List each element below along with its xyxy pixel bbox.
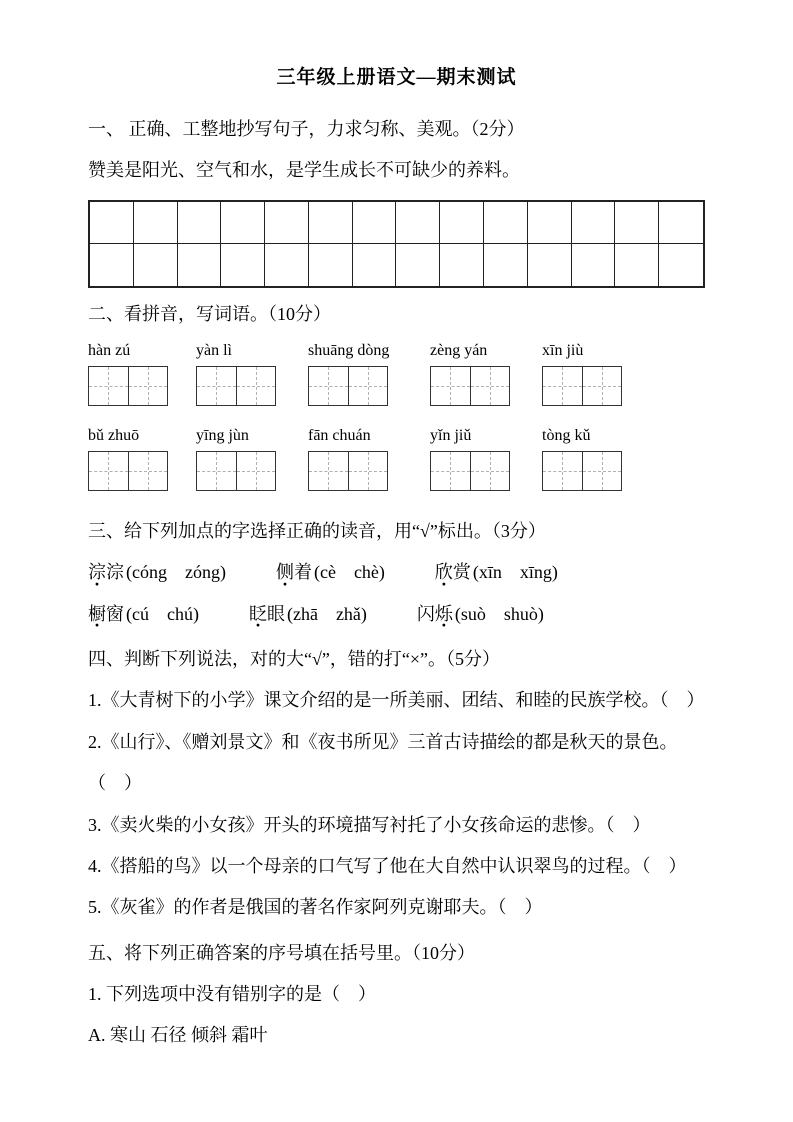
pinyin-label: yàn lì [196, 342, 232, 360]
pinyin-word-group [196, 426, 276, 491]
pinyin-row-1 [88, 341, 705, 406]
copy-grid-cell[interactable] [134, 244, 178, 286]
pronunciation-item[interactable] [276, 552, 385, 593]
pinyin-label: shuāng dòng [308, 342, 390, 360]
copy-grid-cell[interactable] [178, 244, 222, 286]
pinyin-word-group [542, 426, 622, 491]
choice-option-a[interactable]: A. 寒山 石径 倾斜 霜叶 [88, 1025, 268, 1046]
copy-grid-cell[interactable] [615, 202, 659, 244]
pronunciation-line-2 [88, 594, 705, 635]
word-text: 闪 [416, 603, 435, 624]
pinyin-label: zèng yán [430, 342, 488, 360]
pinyin-label: yīng jùn [196, 426, 249, 444]
tianzige-box[interactable] [308, 366, 388, 406]
pronunciation-item[interactable] [417, 594, 544, 635]
tianzige-cell[interactable] [431, 367, 471, 405]
pinyin-label: fān chuán [308, 426, 371, 444]
copy-grid-cell[interactable] [615, 244, 659, 286]
tianzige-cell[interactable] [471, 367, 510, 405]
pinyin-options[interactable]: (suò shuò) [454, 603, 544, 624]
tianzige-cell[interactable] [543, 367, 583, 405]
tianzige-cell[interactable] [471, 452, 510, 490]
tianzige-box[interactable] [308, 451, 388, 491]
section2-heading: 二、看拼音，写词语。（10分） [88, 303, 331, 324]
pinyin-row-2 [88, 426, 705, 491]
judge-item[interactable]: 5.《灰雀》的作者是俄国的著名作家阿列克谢耶夫。（ ） [88, 897, 543, 918]
copy-grid-cell[interactable] [528, 202, 572, 244]
tianzige-cell[interactable] [89, 452, 129, 490]
copy-grid-cell[interactable] [265, 202, 309, 244]
word-text: 着 [293, 562, 312, 583]
pinyin-word-group [88, 426, 168, 491]
pinyin-options[interactable]: (cóng zóng) [126, 562, 226, 583]
tianzige-box[interactable] [430, 451, 510, 491]
tianzige-cell[interactable] [129, 452, 168, 490]
tianzige-cell[interactable] [237, 452, 276, 490]
pronunciation-item[interactable] [88, 594, 199, 635]
dotted-char: 烁 [434, 603, 453, 624]
copy-grid-cell[interactable] [353, 244, 397, 286]
section4-heading: 四、判断下列说法，对的大“√”，错的打“×”。（5分） [88, 648, 500, 669]
pinyin-label: bǔ zhuō [88, 426, 140, 444]
copy-writing-grid[interactable] [88, 200, 705, 288]
dotted-char: 欣 [434, 562, 453, 583]
copy-grid-cell[interactable] [309, 202, 353, 244]
copy-grid-cell[interactable] [484, 202, 528, 244]
pinyin-options[interactable]: (cè chè) [313, 562, 385, 583]
copy-grid-cell[interactable] [309, 244, 353, 286]
copy-grid-cell[interactable] [659, 244, 703, 286]
pinyin-label: tòng kǔ [542, 426, 591, 444]
tianzige-box[interactable] [196, 451, 276, 491]
copy-grid-cell[interactable] [221, 202, 265, 244]
copy-grid-cell[interactable] [572, 244, 616, 286]
section-pinyin-words [88, 294, 705, 491]
pinyin-word-group [196, 341, 276, 406]
tianzige-cell[interactable] [89, 367, 129, 405]
judge-item[interactable]: 4.《搭船的鸟》以一个母亲的口气写了他在大自然中认识翠鸟的过程。（ ） [88, 855, 687, 876]
tianzige-cell[interactable] [583, 452, 622, 490]
tianzige-box[interactable] [196, 366, 276, 406]
copy-grid-cell[interactable] [440, 202, 484, 244]
section3-heading: 三、给下列加点的字选择正确的读音，用“√”标出。（3分） [88, 520, 546, 541]
pinyin-options[interactable]: (xīn xīng) [472, 562, 558, 583]
pinyin-options[interactable]: (cú chú) [126, 603, 199, 624]
copy-grid-cell[interactable] [353, 202, 397, 244]
judge-item[interactable]: 1.《大青树下的小学》课文介绍的是一所美丽、团结、和睦的民族学校。（ ） [88, 690, 705, 711]
choice-question-1[interactable]: 1. 下列选项中没有错别字的是（ ） [88, 984, 376, 1005]
copy-grid-cell[interactable] [265, 244, 309, 286]
section-pronunciation [88, 511, 705, 635]
tianzige-cell[interactable] [349, 367, 388, 405]
pronunciation-item[interactable] [88, 552, 226, 593]
tianzige-box[interactable] [430, 366, 510, 406]
tianzige-cell[interactable] [543, 452, 583, 490]
copy-grid-cell[interactable] [572, 202, 616, 244]
word-text: 眼 [266, 603, 285, 624]
pronunciation-item[interactable] [249, 594, 367, 635]
pinyin-word-group [542, 341, 622, 406]
pinyin-word-group [88, 341, 168, 406]
tianzige-cell[interactable] [583, 367, 622, 405]
tianzige-cell[interactable] [197, 452, 237, 490]
pronunciation-line-1 [88, 552, 705, 593]
copy-grid-cell[interactable] [440, 244, 484, 286]
copy-grid-cell[interactable] [90, 202, 134, 244]
dotted-char: 淙 [88, 562, 106, 583]
tianzige-cell[interactable] [309, 367, 349, 405]
section-multiple-choice [88, 933, 705, 1057]
pinyin-word-group [430, 426, 510, 491]
pinyin-label: xīn jiù [542, 342, 584, 360]
copy-grid-cell[interactable] [134, 202, 178, 244]
tianzige-cell[interactable] [197, 367, 237, 405]
tianzige-box[interactable] [542, 366, 622, 406]
pronunciation-item[interactable] [435, 552, 558, 593]
tianzige-cell[interactable] [129, 367, 168, 405]
section-true-false [88, 639, 705, 929]
tianzige-box[interactable] [88, 366, 168, 406]
copy-grid-cell[interactable] [659, 202, 703, 244]
tianzige-cell[interactable] [349, 452, 388, 490]
section1-sentence: 赞美是阳光、空气和水，是学生成长不可缺少的养料。 [88, 160, 520, 181]
section5-heading: 五、将下列正确答案的序号填在括号里。（10分） [88, 942, 475, 963]
judge-item[interactable]: 3.《卖火柴的小女孩》开头的环境描写衬托了小女孩命运的悲惨。（ ） [88, 814, 651, 835]
copy-grid-cell[interactable] [178, 202, 222, 244]
pinyin-word-group [430, 341, 510, 406]
dotted-char: 眨 [248, 603, 267, 624]
copy-grid-cell[interactable] [90, 244, 134, 286]
tianzige-cell[interactable] [431, 452, 471, 490]
dotted-char: 橱 [88, 603, 106, 624]
dotted-char: 侧 [275, 562, 294, 583]
copy-grid-cell[interactable] [484, 244, 528, 286]
copy-grid-cell[interactable] [396, 202, 440, 244]
tianzige-box[interactable] [88, 451, 168, 491]
pinyin-label: hàn zú [88, 342, 131, 360]
judge-item[interactable]: 2.《山行》、《赠刘景文》和《夜书所见》三首古诗描绘的都是秋天的景色。（ ） [88, 731, 678, 794]
section-copy-sentence [88, 109, 705, 288]
word-text: 淙 [106, 562, 124, 583]
tianzige-cell[interactable] [237, 367, 276, 405]
copy-grid-cell[interactable] [396, 244, 440, 286]
pinyin-word-group [308, 341, 389, 406]
section1-heading: 一、 正确、工整地抄写句子，力求匀称、美观。（2分） [88, 119, 525, 139]
copy-grid-cell[interactable] [221, 244, 265, 286]
word-text: 窗 [106, 603, 124, 624]
word-text: 赏 [452, 562, 471, 583]
pinyin-options[interactable]: (zhā zhǎ) [286, 603, 367, 624]
pinyin-word-group [308, 426, 388, 491]
page-title: 三年级上册语文—期末测试 [276, 67, 517, 88]
tianzige-cell[interactable] [309, 452, 349, 490]
tianzige-box[interactable] [542, 451, 622, 491]
copy-grid-cell[interactable] [528, 244, 572, 286]
pinyin-label: yǐn jiǔ [430, 426, 472, 444]
